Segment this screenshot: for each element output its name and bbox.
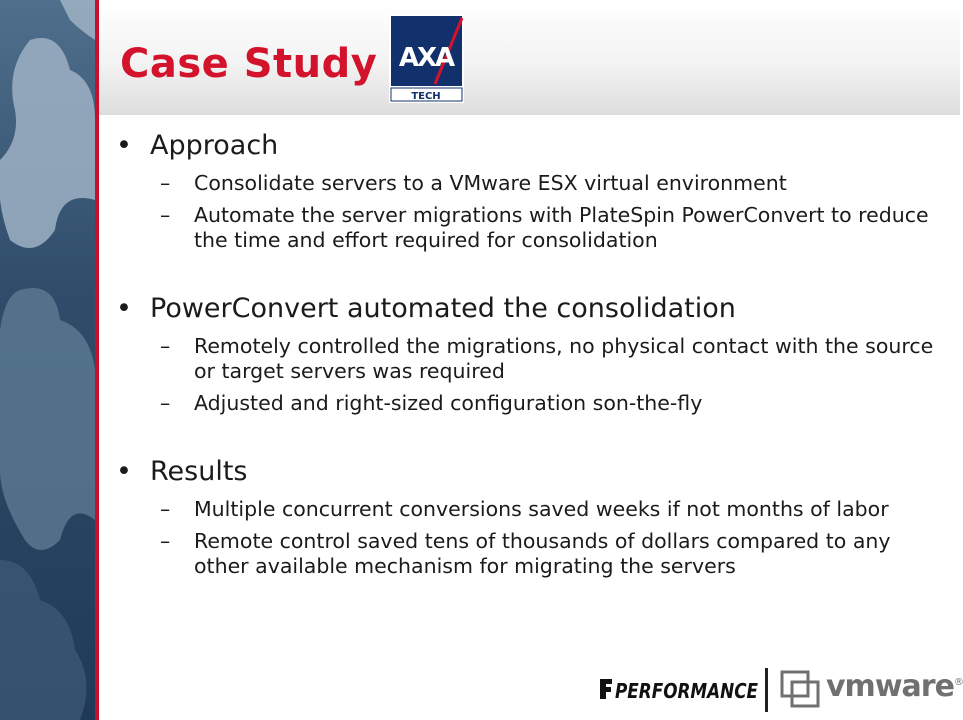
puzzle-pieces-graphic xyxy=(0,0,95,720)
performance-logo xyxy=(598,676,760,702)
logo-divider xyxy=(765,668,768,712)
list-item: – Remote control saved tens of thousands of dollars compared to any other available mechanism for migrating the servers xyxy=(160,529,891,578)
decorative-puzzle-panel xyxy=(0,0,95,720)
vmware-icon xyxy=(780,670,820,708)
section-heading-powerconvert: • PowerConvert automated the consolidation xyxy=(116,293,736,324)
footer-logos xyxy=(598,664,963,714)
list-item: – Adjusted and right-sized configuration son-the-fly xyxy=(160,391,703,415)
slide-content xyxy=(110,130,945,579)
svg-text:PERFORMANCE: PERFORMANCE xyxy=(615,679,759,703)
section-heading-approach: • Approach xyxy=(116,130,279,161)
axa-tech-logo xyxy=(389,14,464,103)
slide-title: Case Study xyxy=(120,41,378,87)
svg-text:AXA: AXA xyxy=(398,43,454,73)
list-item: – Remotely controlled the migrations, no physical contact with the source or target servers was required xyxy=(160,334,934,383)
vmware-wordmark: vmware® xyxy=(826,669,963,704)
list-item: – Consolidate servers to a VMware ESX virtual environment xyxy=(160,171,787,195)
section-heading-results: • Results xyxy=(116,456,248,487)
svg-text:TECH: TECH xyxy=(411,91,441,102)
list-item: – Multiple concurrent conversions saved weeks if not months of labor xyxy=(160,497,889,521)
list-item: – Automate the server migrations with PlateSpin PowerConvert to reduce the time and effort required for consolidation xyxy=(160,203,929,252)
